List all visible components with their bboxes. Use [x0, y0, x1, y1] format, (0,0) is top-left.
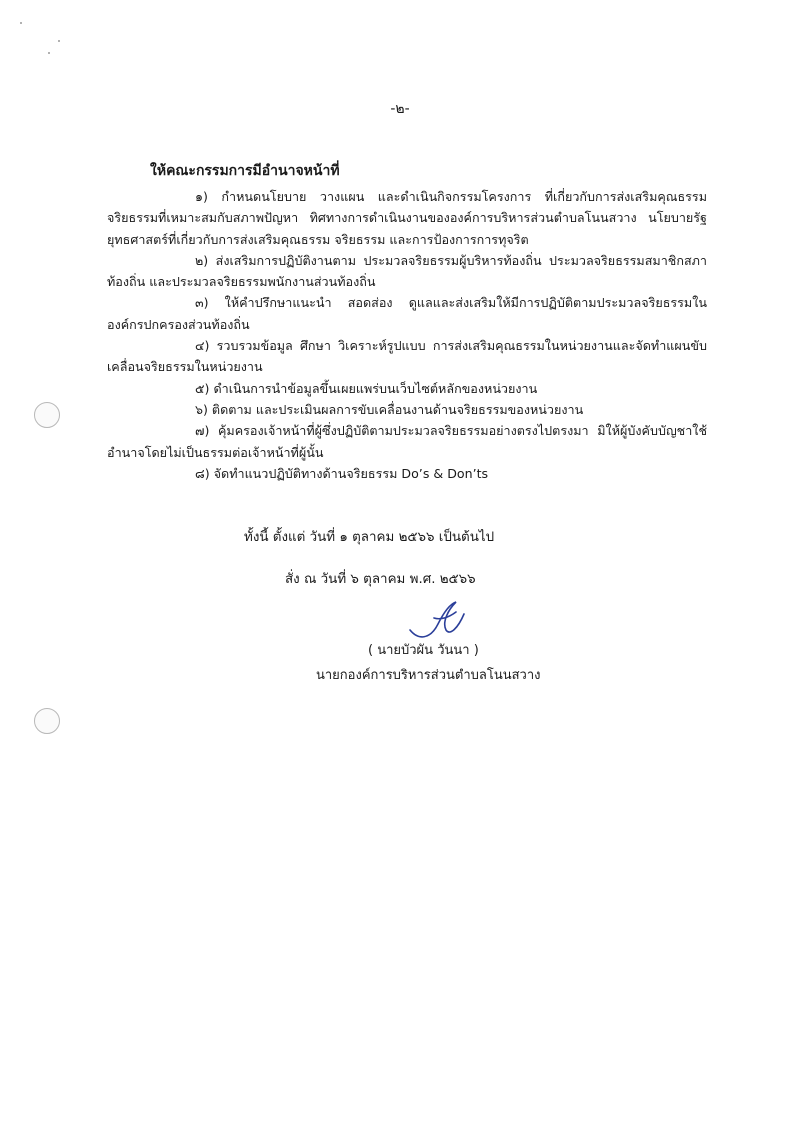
effective-date: ทั้งนี้ ตั้งแต่ วันที่ ๑ ตุลาคม ๒๕๖๖ เป็นต้นไป	[244, 530, 495, 545]
signature-icon	[404, 600, 474, 642]
page-number: -๒-	[390, 101, 410, 117]
order-date: สั่ง ณ วันที่ ๖ ตุลาคม พ.ศ. ๒๕๖๖	[285, 572, 476, 587]
scan-speck	[48, 52, 50, 54]
duty-item: ๔) รวบรวมข้อมูล ศึกษา วิเคราะห์รูปแบบ การส่งเสริมคุณธรรมในหน่วยงานและจัดทำแผนขับเคลื่อนจริยธรรมในหน่วยงาน	[107, 338, 707, 375]
duties-list	[107, 186, 707, 484]
punch-hole-icon	[34, 402, 60, 428]
duty-item: ๘) จัดทำแนวปฏิบัติทางด้านจริยธรรม Do’s & Don’ts	[195, 465, 489, 481]
scan-speck	[58, 40, 60, 42]
duty-item: ๖) ติดตาม และประเมินผลการขับเคลื่อนงานด้านจริยธรรมของหน่วยงาน	[195, 401, 584, 417]
duty-item: ๑) กำหนดนโยบาย วางแผน และดำเนินกิจกรรมโครงการ ที่เกี่ยวกับการส่งเสริมคุณธรรมจริยธรรมที่เหมาะสมกับสภาพปัญหา ทิศทางการดำเนินงานขององค์การบริหารส่วนตำบลโนนสวาง นโยบายรัฐยุทธศาสตร์ที่เกี่ยวกับการส่งเสริมคุณธรรม จริยธรรม และการป้องการการทุจริต	[107, 189, 707, 247]
duty-item: ๓) ให้คำปรึกษาแนะนำ สอดส่อง ดูแลและส่งเสริมให้มีการปฏิบัติตามประมวลจริยธรรมในองค์กรปกครองส่วนท้องถิ่น	[107, 295, 707, 332]
signer-name: ( นายบัวผัน วันนา )	[368, 643, 479, 658]
scan-speck	[20, 22, 22, 24]
duty-item: ๗) คุ้มครองเจ้าหน้าที่ผู้ซึ่งปฏิบัติตามประมวลจริยธรรมอย่างตรงไปตรงมา มิให้ผู้บังคับบัญชาใช้อำนาจโดยไม่เป็นธรรมต่อเจ้าหน้าที่ผู้นั้น	[107, 423, 707, 460]
punch-hole-icon	[34, 708, 60, 734]
duty-item: ๒) ส่งเสริมการปฏิบัติงานตาม ประมวลจริยธรรมผู้บริหารท้องถิ่น ประมวลจริยธรรมสมาชิกสภาท้องถิ่น และประมวลจริยธรรมพนักงานส่วนท้องถิ่น	[107, 252, 707, 290]
section-heading: ให้คณะกรรมการมีอำนาจหน้าที่	[150, 163, 340, 179]
duty-item: ๕) ดำเนินการนำข้อมูลขึ้นเผยแพร่บนเว็บไซต์หลักของหน่วยงาน	[195, 380, 538, 396]
signer-position: นายกองค์การบริหารส่วนตำบลโนนสวาง	[316, 668, 541, 683]
